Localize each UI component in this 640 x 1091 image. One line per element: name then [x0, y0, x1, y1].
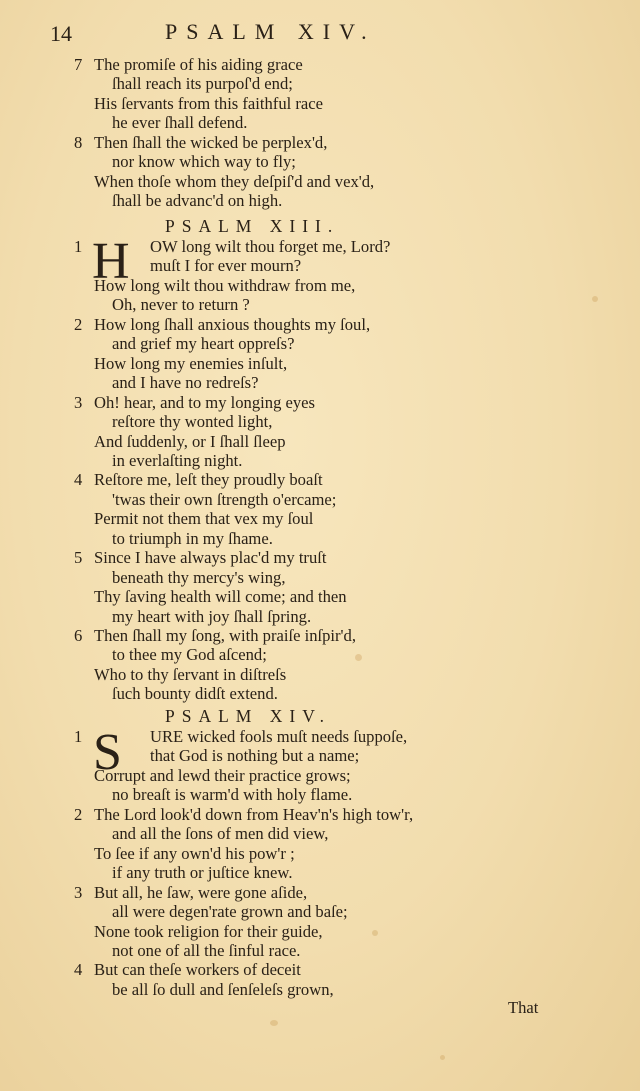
verse-line: my heart with joy ſhall ſpring. [112, 606, 312, 626]
foxing-spot [372, 930, 378, 936]
foxing-spot [270, 1020, 278, 1026]
verse-line: His ſervants from this faithful race [94, 93, 324, 113]
verse-line: ſhall reach its purpoſ'd end; [112, 74, 293, 94]
verse-line: The Lord look'd down from Heav'n's high tow'r, [94, 804, 414, 824]
verse-line: Who to thy ſervant in diſtreſs [94, 664, 287, 684]
verse-line: and grief my heart oppreſs? [112, 334, 295, 354]
verse-line: to triumph in my ſhame. [112, 528, 273, 548]
verse-line: and I have no redreſs? [112, 373, 259, 393]
verse-line: But all, he ſaw, were gone aſide, [94, 882, 308, 902]
verse-line: The promiſe of his aiding grace [94, 55, 303, 74]
verse-line: no breaſt is warm'd with holy flame. [112, 785, 353, 805]
psalm-title: PSALM XIII. [165, 216, 340, 236]
verse-line: Oh, never to return ? [112, 295, 250, 315]
foxing-spot [355, 654, 362, 661]
verse-line: beneath thy mercy's wing, [112, 567, 286, 587]
verse-line: ſuch bounty didſt extend. [112, 684, 278, 704]
verse-line: if any truth or juſtice knew. [112, 863, 293, 883]
catchword: That [508, 998, 539, 1017]
verse-line: How long wilt thou withdraw from me, [94, 275, 356, 295]
verse-number: 8 [74, 132, 83, 152]
psalm-title: PSALM XIV. [165, 706, 331, 726]
verse-line: None took religion for their guide, [94, 921, 323, 941]
drop-cap: S [93, 724, 122, 781]
verse-line: 'twas their own ſtrength o'ercame; [112, 489, 337, 509]
foxing-spot [592, 296, 598, 302]
verse-number: 7 [74, 55, 83, 74]
verse-line: Corrupt and lewd their practice grows; [94, 765, 351, 785]
verse-line: Since I have always plac'd my truſt [94, 548, 327, 568]
verse-line: When thoſe whom they deſpiſ'd and vex'd, [94, 171, 375, 191]
verse-line: to thee my God aſcend; [112, 645, 267, 665]
verse-line: Reſtore me, leſt they proudly boaſt [94, 470, 323, 490]
verse-number: 4 [74, 470, 83, 490]
verse-line: in everlaſting night. [112, 450, 243, 470]
page-number: 14 [50, 21, 72, 46]
verse-line: ſhall be advanc'd on high. [112, 191, 283, 211]
verse-line: and all the ſons of men did view, [112, 824, 329, 844]
verse-line: be all ſo dull and ſenſeleſs grown, [112, 979, 334, 999]
verse-number: 2 [74, 804, 83, 824]
verse-number: 3 [74, 392, 83, 412]
verse-line: URE wicked fools muſt needs ſuppoſe, [150, 727, 408, 746]
verse-number: 5 [74, 548, 83, 568]
verse-line: And ſuddenly, or I ſhall ſleep [94, 431, 286, 451]
verse-number: 2 [74, 314, 83, 334]
verse-line: muſt I for ever mourn? [150, 256, 302, 276]
verse-line: But can theſe workers of deceit [94, 960, 301, 980]
verse-line: Permit not them that vex my ſoul [94, 509, 314, 529]
running-head: PSALM XIV. [165, 19, 376, 44]
verse-line: Thy ſaving health will come; and then [94, 587, 347, 607]
verse-line: he ever ſhall defend. [112, 113, 248, 133]
verse-line: Then ſhall my ſong, with praiſe inſpir'd, [94, 626, 356, 645]
verse-number: 1 [74, 237, 83, 256]
drop-cap: H [92, 233, 130, 290]
verse-line: nor know which way to fly; [112, 152, 296, 172]
verse-line: How long my enemies inſult, [94, 353, 288, 373]
verse-line: all were degen'rate grown and baſe; [112, 902, 348, 922]
verse-line: Then ſhall the wicked be perplex'd, [94, 132, 328, 152]
verse-number: 6 [74, 626, 83, 645]
verse-line: that God is nothing but a name; [150, 746, 360, 766]
verse-line: Oh! hear, and to my longing eyes [94, 392, 315, 412]
verse-line: reſtore thy wonted light, [112, 412, 273, 432]
verse-number: 1 [74, 727, 83, 746]
verse-line: not one of all the ſinful race. [112, 940, 301, 960]
verse-number: 4 [74, 960, 83, 980]
verse-number: 3 [74, 882, 83, 902]
verse-line: To ſee if any own'd his pow'r ; [94, 843, 295, 863]
foxing-spot [440, 1055, 445, 1060]
verse-line: OW long wilt thou forget me, Lord? [150, 237, 391, 256]
verse-line: How long ſhall anxious thoughts my ſoul, [94, 314, 371, 334]
